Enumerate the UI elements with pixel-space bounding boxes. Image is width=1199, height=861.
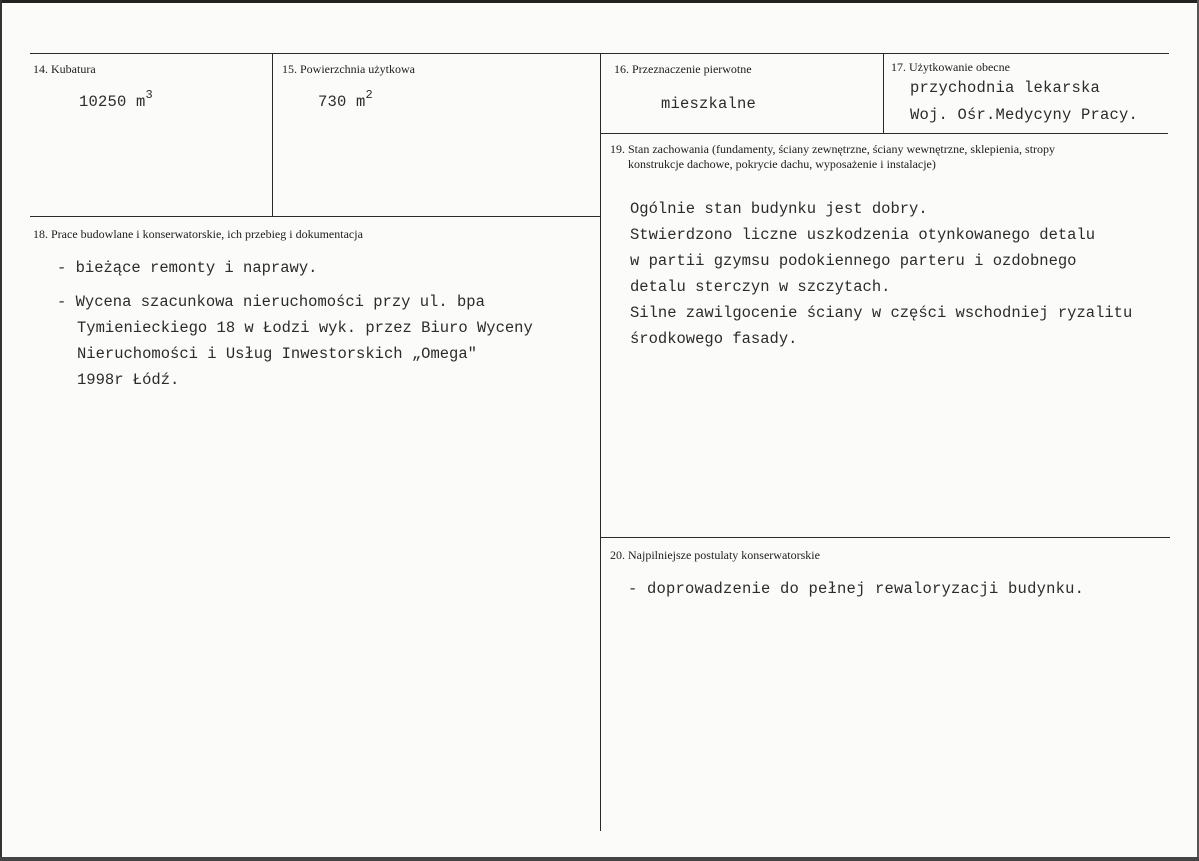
grid-line-v2 — [600, 53, 601, 831]
prace-item-2-line-2-text: Tymienieckiego 18 w Łodzi wyk. przez Biuro Wyceny — [77, 319, 533, 337]
stan-line-3: w partii gzymsu podokiennego parteru i ozdobnego — [630, 252, 1077, 270]
prace-item-2-line-3-text: Nieruchomości i Usług Inwestorskich „Omega" — [77, 345, 477, 363]
kubatura-number: 10250 m — [79, 93, 146, 112]
prace-item-2-line-3 — [57, 341, 533, 367]
prace-item-2-line-4-text: 1998r Łódź. — [77, 371, 180, 389]
kubatura-value — [79, 90, 153, 111]
prace-item-2-line-1: - Wycena szacunkowa nieruchomości przy ul. bpa — [57, 293, 485, 311]
grid-line-v3 — [883, 53, 884, 133]
prace-item-2-line-4 — [57, 367, 533, 393]
page-edge-left — [0, 0, 2, 861]
powierzchnia-exponent: 2 — [365, 88, 373, 102]
grid-line-v1 — [272, 53, 273, 217]
kubatura-label: 14. Kubatura — [33, 62, 96, 76]
stan-label-line-1: 19. Stan zachowania (fundamenty, ściany zewnętrzne, ściany wewnętrzne, sklepienia, stropy — [610, 142, 1056, 156]
uzytkowanie-line-2: Woj. Ośr.Medycyny Pracy. — [910, 106, 1139, 124]
stan-line-5: Silne zawilgocenie ściany w części wschodniej ryzalitu — [630, 304, 1133, 322]
uzytkowanie-label: 17. Użytkowanie obecne — [891, 60, 1010, 74]
postulaty-item-1: - doprowadzenie do pełnej rewaloryzacji budynku. — [628, 580, 1085, 598]
stan-line-4: detalu sterczyn w szczytach. — [630, 278, 891, 296]
stan-label-line-2: konstrukcje dachowe, pokrycie dachu, wyposażenie i instalacje) — [628, 157, 936, 171]
prace-item-2-line-2 — [57, 315, 533, 341]
grid-line-left-mid — [30, 216, 600, 217]
prace-label: 18. Prace budowlane i konserwatorskie, ich przebieg i dokumentacja — [33, 227, 363, 241]
grid-line-right-low — [600, 537, 1170, 538]
prace-text — [57, 255, 533, 393]
prace-item-1: - bieżące remonty i naprawy. — [57, 259, 318, 277]
stan-text — [630, 196, 1132, 352]
przeznaczenie-value: mieszkalne — [661, 95, 757, 113]
stan-line-6: środkowego fasady. — [630, 330, 798, 348]
page-edge-top — [0, 0, 1199, 3]
powierzchnia-label: 15. Powierzchnia użytkowa — [282, 62, 415, 76]
przeznaczenie-label: 16. Przeznaczenie pierwotne — [614, 62, 752, 76]
postulaty-label: 20. Najpilniejsze postulaty konserwatorskie — [610, 548, 820, 562]
stan-line-2: Stwierdzono liczne uszkodzenia otynkowanego detalu — [630, 226, 1096, 244]
stan-line-1: Ogólnie stan budynku jest dobry. — [630, 200, 928, 218]
kubatura-exponent: 3 — [145, 88, 153, 102]
powierzchnia-number: 730 m — [318, 93, 366, 112]
grid-line-row2 — [600, 133, 1168, 134]
page-edge-bottom — [0, 857, 1199, 861]
powierzchnia-value — [318, 90, 373, 111]
uzytkowanie-line-1: przychodnia lekarska — [910, 79, 1101, 97]
